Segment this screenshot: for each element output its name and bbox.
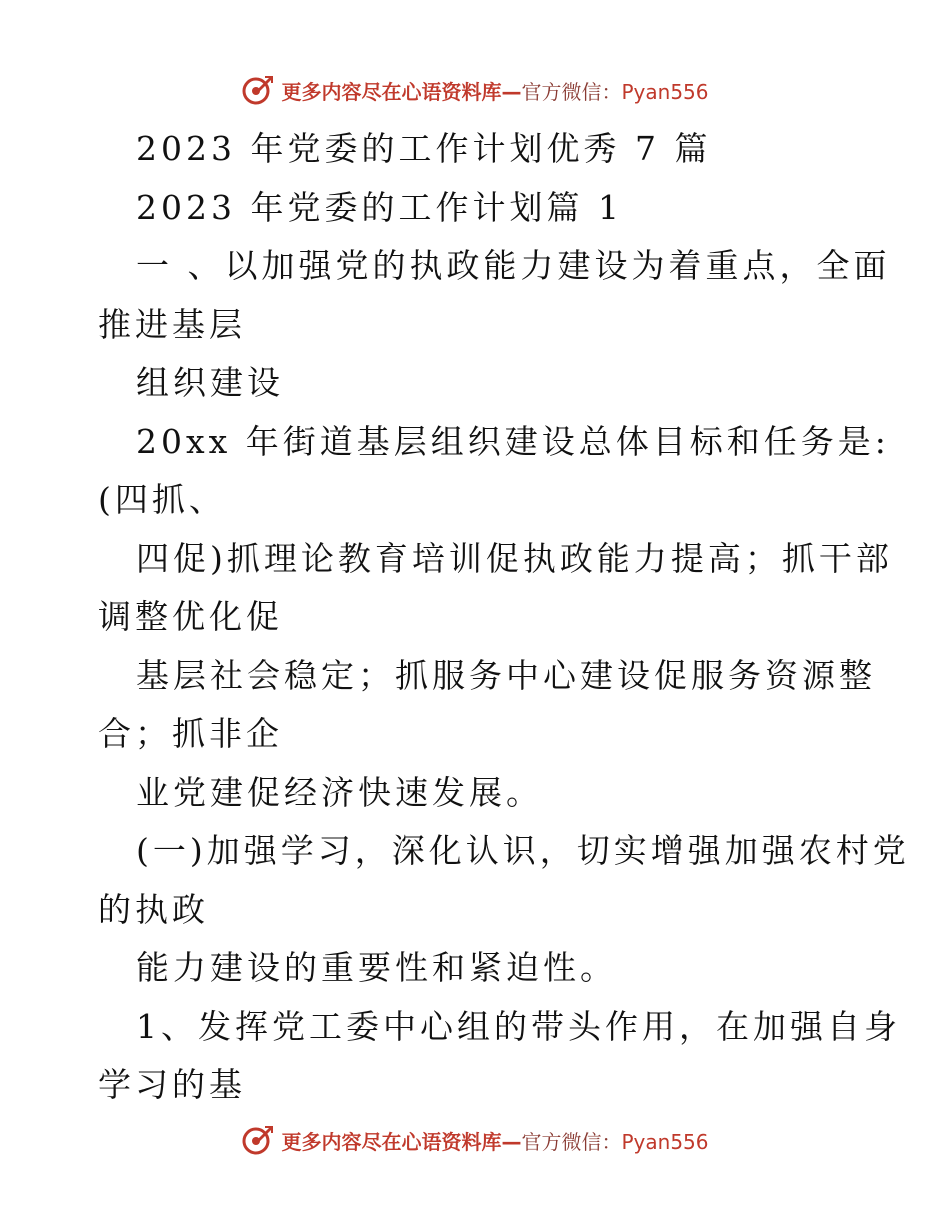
document-body [98, 120, 910, 1115]
paragraph-line: 的执政 [98, 889, 209, 929]
paragraph-line: 调整优化促 [98, 597, 283, 636]
paragraph-line: 基层社会稳定；抓服务中心建设促服务资源整 [136, 655, 876, 695]
section-heading: 2023 年党委的工作计划篇 1 [136, 187, 623, 227]
banner-site-text: 更多内容尽在心语资料库— [281, 1129, 522, 1154]
paragraph-line: (一)加强学习，深化认识，切实增强加强农村党 [136, 831, 910, 870]
banner-wechat-id: Pyan556 [621, 1129, 709, 1154]
paragraph-line: 能力建设的重要性和紧迫性。 [136, 948, 617, 987]
paragraph-line: 四促)抓理论教育培训促执政能力提高；抓干部 [136, 538, 893, 578]
paragraph-line: 推进基层 [98, 304, 246, 344]
paragraph-line: 20xx 年街道基层组织建设总体目标和任务是: [136, 421, 890, 461]
footer-banner [0, 1120, 950, 1160]
paragraph-line: 一 、以加强党的执政能力建设为着重点，全面 [136, 246, 891, 285]
paragraph-line: 1、发挥党工委中心组的带头作用，在加强自身 [136, 1006, 901, 1046]
banner-wechat-label: 官方微信： [521, 79, 622, 104]
red-quill-logo-icon [241, 1123, 275, 1157]
paragraph-line: 组织建设 [136, 363, 284, 402]
banner-site-text: 更多内容尽在心语资料库— [281, 79, 522, 104]
banner-wechat-label: 官方微信： [521, 1129, 622, 1154]
red-quill-logo-icon [241, 73, 275, 107]
header-banner [0, 70, 950, 110]
banner-wechat-id: Pyan556 [621, 79, 709, 104]
paragraph-line: 合；抓非企 [98, 714, 283, 753]
document-title: 2023 年党委的工作计划优秀 7 篇 [136, 129, 712, 168]
paragraph-line: 业党建促经济快速发展。 [136, 772, 543, 812]
paragraph-line: 学习的基 [98, 1065, 246, 1104]
paragraph-line: (四抓、 [98, 480, 226, 519]
